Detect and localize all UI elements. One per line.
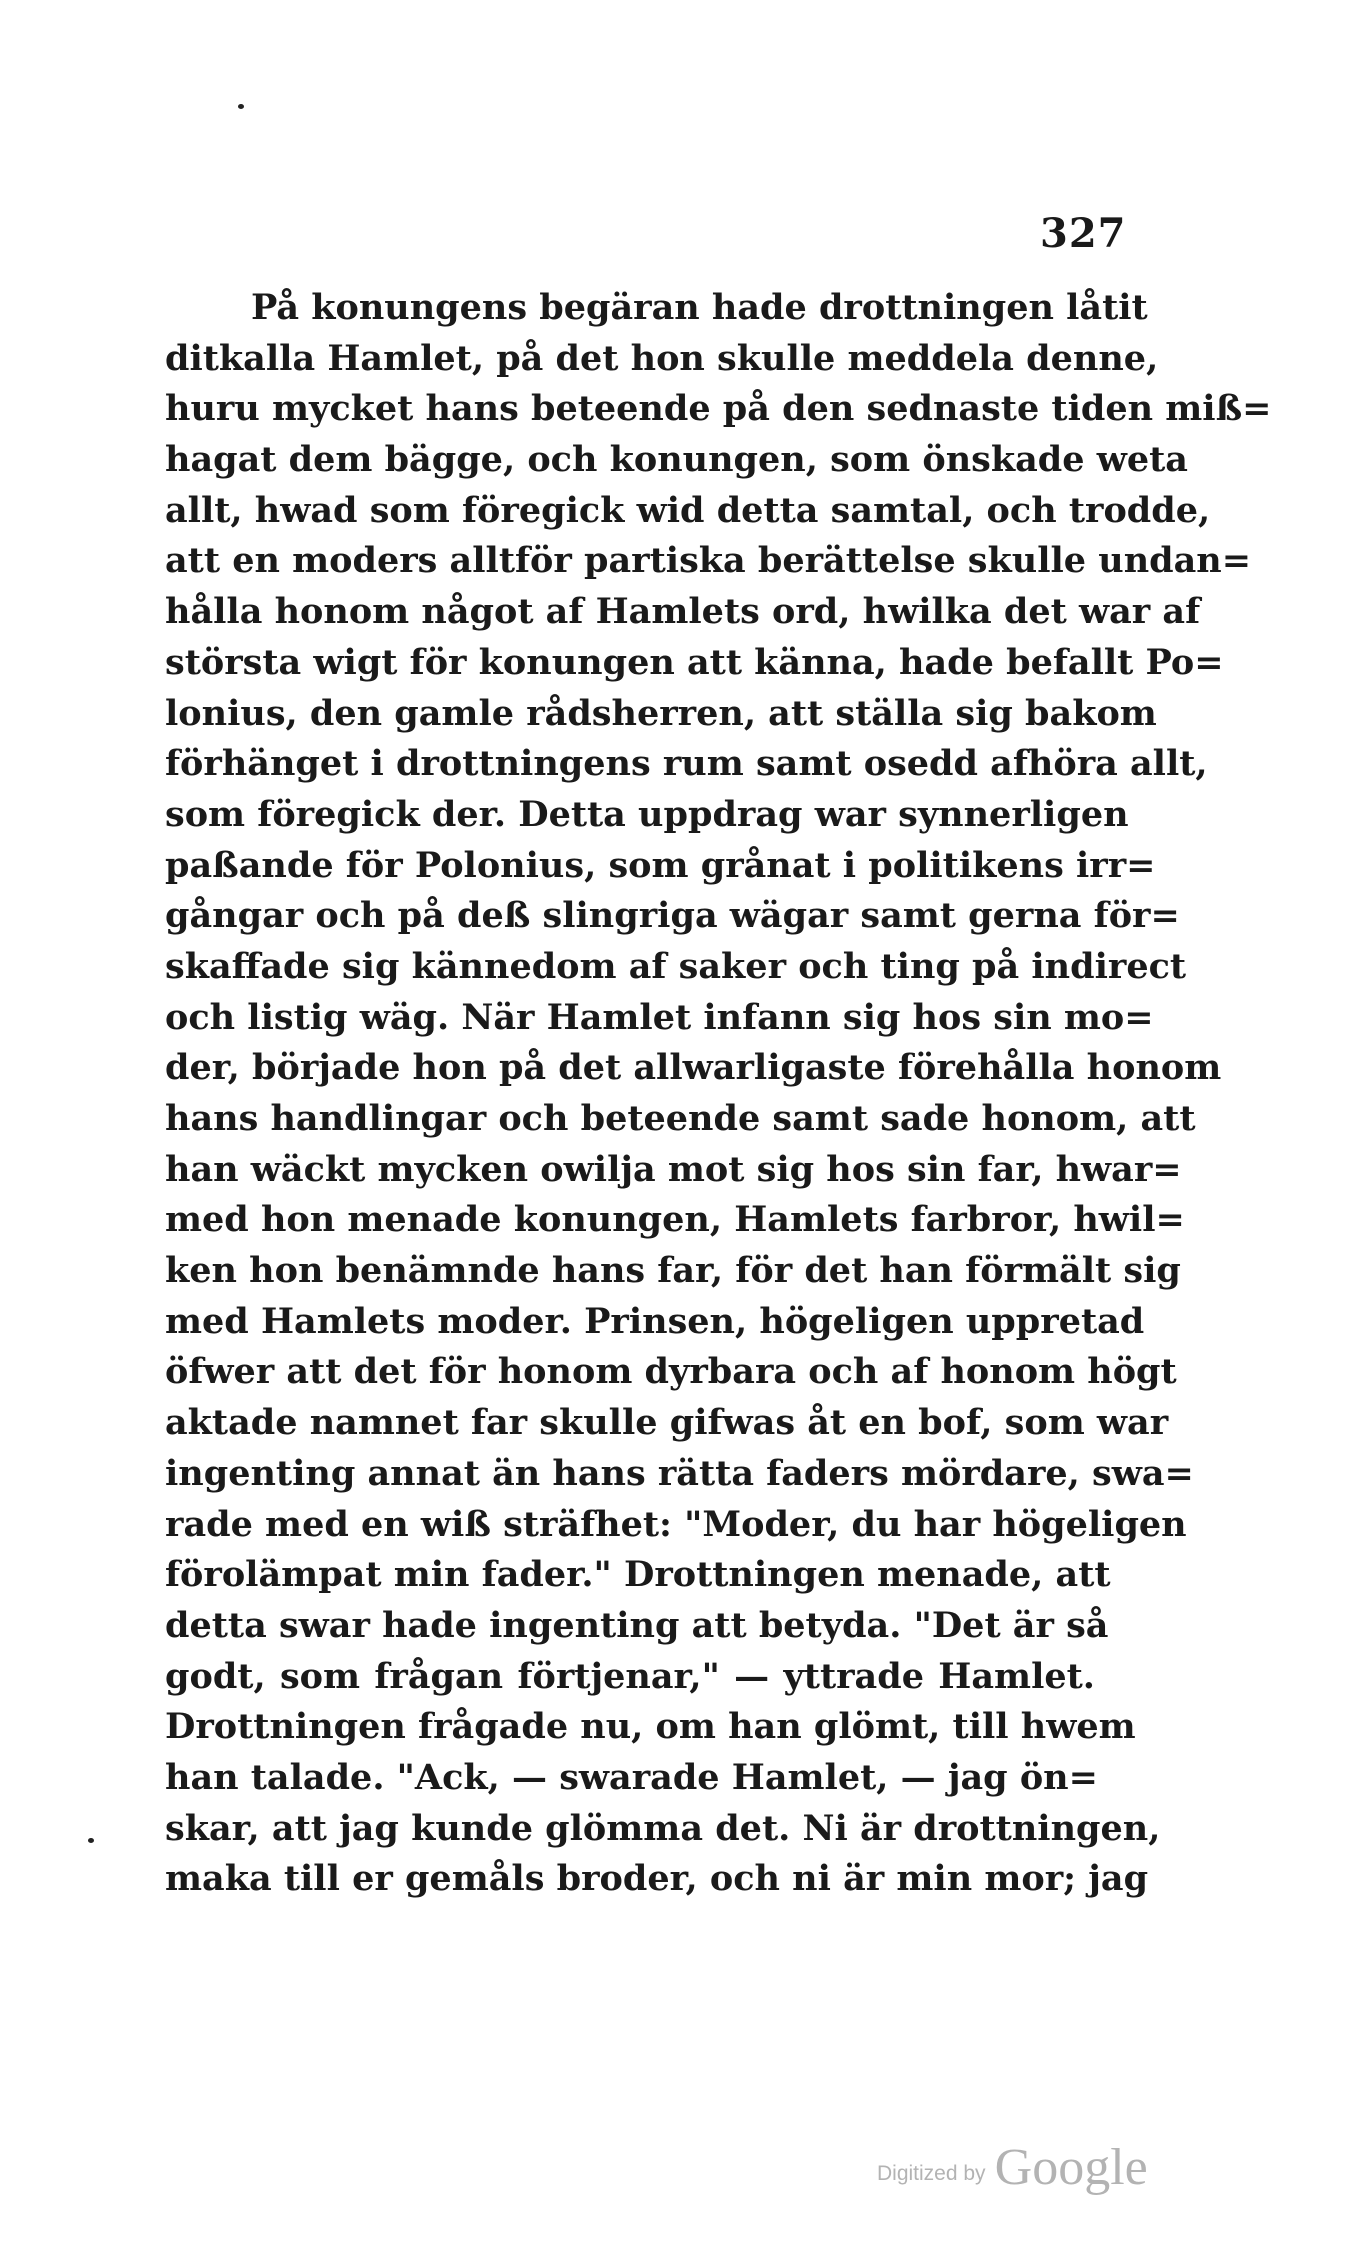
text-line: aktade namnet far skulle gifwas åt en bof, som war — [165, 1402, 1169, 1444]
page-number: 327 — [1040, 210, 1127, 257]
watermark-prefix: Digitized by — [877, 2162, 986, 2185]
text-line: att en moders alltför partiska berättelse skulle undan= — [165, 540, 1252, 582]
text-line: öfwer att det för honom dyrbara och af honom högt — [165, 1351, 1177, 1393]
text-line: skar, att jag kunde glömma det. Ni är drottningen, — [165, 1807, 1161, 1849]
digitized-watermark — [877, 2138, 1148, 2197]
text-line: förolämpat min fader." Drottningen menade, att — [165, 1554, 1111, 1596]
text-line: med Hamlets moder. Prinsen, högeligen uppretad — [165, 1300, 1145, 1342]
text-line: som föregick der. Detta uppdrag war synnerligen — [165, 793, 1129, 835]
text-line: och listig wäg. När Hamlet infann sig hos sin mo= — [165, 996, 1154, 1038]
text-line: detta swar hade ingenting att betyda. "Det är så — [165, 1604, 1109, 1646]
text-line: ingenting annat än hans rätta faders mördare, swa= — [165, 1452, 1194, 1494]
text-line: förhänget i drottningens rum samt osedd afhöra allt, — [165, 743, 1208, 785]
text-line: hans handlingar och beteende samt sade honom, att — [165, 1098, 1196, 1139]
text-line: hålla honom något af Hamlets ord, hwilka det war af — [165, 591, 1201, 633]
text-line: största wigt för konungen att känna, hade befallt Po= — [165, 641, 1224, 683]
body-text — [165, 283, 1272, 1905]
text-line: lonius, den gamle rådsherren, att ställa sig bakom — [165, 692, 1157, 734]
text-line: huru mycket hans beteende på den sednaste tiden miß= — [165, 388, 1272, 430]
text-line: skaffade sig kännedom af saker och ting på indirect — [165, 945, 1187, 987]
text-line: der, började hon på det allwarligaste förehålla honom — [165, 1047, 1222, 1089]
text-line: godt, som frågan förtjenar," — yttrade Hamlet. — [165, 1655, 1095, 1697]
text-line: gångar och på deß slingriga wägar samt gerna för= — [165, 895, 1180, 937]
text-line: han talade. "Ack, — swarade Hamlet, — jag ön= — [165, 1756, 1098, 1798]
ink-speck-top — [238, 104, 244, 109]
text-line: han wäckt mycken owilja mot sig hos sin far, hwar= — [165, 1148, 1182, 1190]
text-line: ditkalla Hamlet, på det hon skulle meddela denne, — [165, 337, 1159, 379]
ink-speck-left — [88, 1838, 94, 1843]
text-line: allt, hwad som föregick wid detta samtal, och trodde, — [165, 489, 1211, 531]
text-line: ken hon benämnde hans far, för det han förmält sig — [165, 1250, 1181, 1292]
google-logo: Google — [994, 2139, 1148, 2196]
text-line: paßande för Polonius, som grånat i politikens irr= — [165, 844, 1156, 886]
text-line: Drottningen frågade nu, om han glömt, till hwem — [165, 1706, 1136, 1748]
text-line: maka till er gemåls broder, och ni är min mor; jag — [165, 1858, 1149, 1900]
text-line: med hon menade konungen, Hamlets farbror, hwil= — [165, 1199, 1185, 1241]
text-line: hagat dem bägge, och konungen, som önskade weta — [165, 439, 1188, 481]
text-line: rade med en wiß sträfhet: "Moder, du har högeligen — [165, 1503, 1187, 1545]
text-line: På konungens begäran hade drottningen låtit — [251, 287, 1148, 328]
